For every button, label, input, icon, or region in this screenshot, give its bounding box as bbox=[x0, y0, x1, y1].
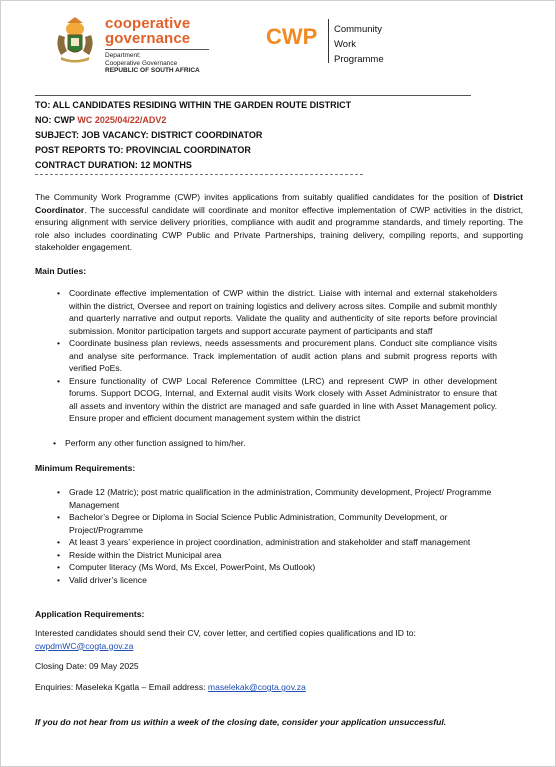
list-item: • Reside within the District Municipal area bbox=[57, 549, 497, 562]
list-item: • Computer literacy (Ms Word, Ms Excel, PowerPoint, Ms Outlook) bbox=[57, 561, 497, 574]
main-duties-heading: Main Duties: bbox=[35, 266, 87, 276]
cwp-name-word: Community bbox=[334, 24, 383, 35]
main-duties-extra bbox=[53, 437, 493, 450]
intro-paragraph bbox=[35, 191, 523, 254]
brand-divider bbox=[105, 49, 209, 50]
list-item: • Coordinate business plan reviews, needs assessments and procurement plans. Conduct site compliance visits and analyse site performance. Track implementation of audit action plans and submit progress reports with verified PoEs. bbox=[57, 337, 497, 375]
application-requirements-heading: Application Requirements: bbox=[35, 609, 145, 619]
enquiries-email-link[interactable]: maselekak@cogta.gov.za bbox=[207, 682, 306, 692]
memo-ref bbox=[35, 113, 515, 128]
cwp-logo: CWP bbox=[266, 24, 318, 49]
list-item: • At least 3 years’ experience in project coordination, administration and stakeholder and staff management bbox=[57, 536, 497, 549]
list-item: • Perform any other function assigned to him/her. bbox=[53, 437, 493, 450]
enquiries-line bbox=[35, 681, 306, 694]
memo-subject: SUBJECT: JOB VACANCY: DISTRICT COORDINATOR bbox=[35, 130, 263, 140]
cwp-name-word: Work bbox=[334, 39, 356, 50]
main-duties-list bbox=[57, 287, 497, 425]
enquiries-text: Enquiries: Maseleka Kgatla – Email address: bbox=[35, 682, 208, 692]
closing-date: Closing Date: 09 May 2025 bbox=[35, 661, 139, 671]
cwp-logo-divider bbox=[328, 19, 329, 63]
header-rule bbox=[35, 95, 471, 96]
application-text: Interested candidates should send their CV, cover letter, and certified copies qualifications and ID to: bbox=[35, 628, 416, 638]
intro-text-rest: . The successful candidate will coordinate and monitor effective implementation of CWP activities in the district, ensuring alignment with service delivery priorities, compliance with audit and programme standards, and timely reporting. The role also includes coordinating CWP Public and Private Partnerships, training delivery, compiling reports, and supporting stakeholder engagement. bbox=[35, 204, 523, 252]
memo-to: TO: ALL CANDIDATES RESIDING WITHIN THE GARDEN ROUTE DISTRICT bbox=[35, 100, 352, 110]
intro-text: The Community Work Programme (CWP) invites applications from suitably qualified candidates for the position of bbox=[35, 192, 494, 202]
list-item: • Ensure functionality of CWP Local Reference Committee (LRC) and represent CWP in other development forums. Support DCOG, Internal, and External audit visits Work closely with Asset Administrator to ensure that all assets and inventory within the district are managed and safe guarded in line with Asset Management policy. Ensure proper and efficient document management system within the district bbox=[57, 375, 497, 425]
memo-ref-number: WC 2025/04/22/ADV2 bbox=[77, 115, 167, 125]
brand-name-line2: governance bbox=[105, 30, 191, 47]
brand-name-line1: cooperative bbox=[105, 15, 191, 32]
application-paragraph bbox=[35, 627, 523, 652]
memo-ref-label: NO: CWP bbox=[35, 115, 78, 125]
requirements-list bbox=[57, 486, 497, 586]
application-email-link[interactable]: cwpdmWC@cogta.gov.za bbox=[35, 640, 134, 651]
cwp-full-name bbox=[334, 22, 384, 67]
memo-duration: CONTRACT DURATION: 12 MONTHS bbox=[35, 160, 192, 170]
department-name: Cooperative Governance bbox=[105, 59, 178, 67]
list-item: • Grade 12 (Matric); post matric qualification in the administration, Community development, Project/ Programme Management bbox=[57, 486, 497, 511]
list-item: • Coordinate effective implementation of CWP within the district. Liaise with internal and external stakeholders within the district, Oversee and report on training logistics and delivery across sites. Compile and submit monthly and quarterly narrative and output reports. Validate the quality and authenticity of site reports before provincial submission. Monitor participation targets and support accurate payment of participants and staff bbox=[57, 287, 497, 337]
memo-reports-to: POST REPORTS TO: PROVINCIAL COORDINATOR bbox=[35, 145, 251, 155]
coat-of-arms-logo bbox=[51, 15, 99, 65]
list-item: • Valid driver’s licence bbox=[57, 574, 497, 587]
unsuccessful-note: If you do not hear from us within a week of the closing date, consider your application unsuccessful. bbox=[35, 717, 447, 727]
position-title: District Coordinator bbox=[35, 192, 523, 215]
list-item: • Bachelor’s Degree or Diploma in Social Science Public Administration, Community Development, or Project/Programme bbox=[57, 511, 497, 536]
section-divider bbox=[35, 174, 363, 175]
department-label: Department: bbox=[105, 52, 141, 59]
min-requirements-heading: Minimum Requirements: bbox=[35, 463, 136, 473]
memo-header bbox=[35, 98, 515, 173]
cwp-name-word: Programme bbox=[334, 54, 384, 65]
cogta-brand bbox=[105, 16, 215, 75]
country-name: REPUBLIC OF SOUTH AFRICA bbox=[105, 67, 200, 74]
